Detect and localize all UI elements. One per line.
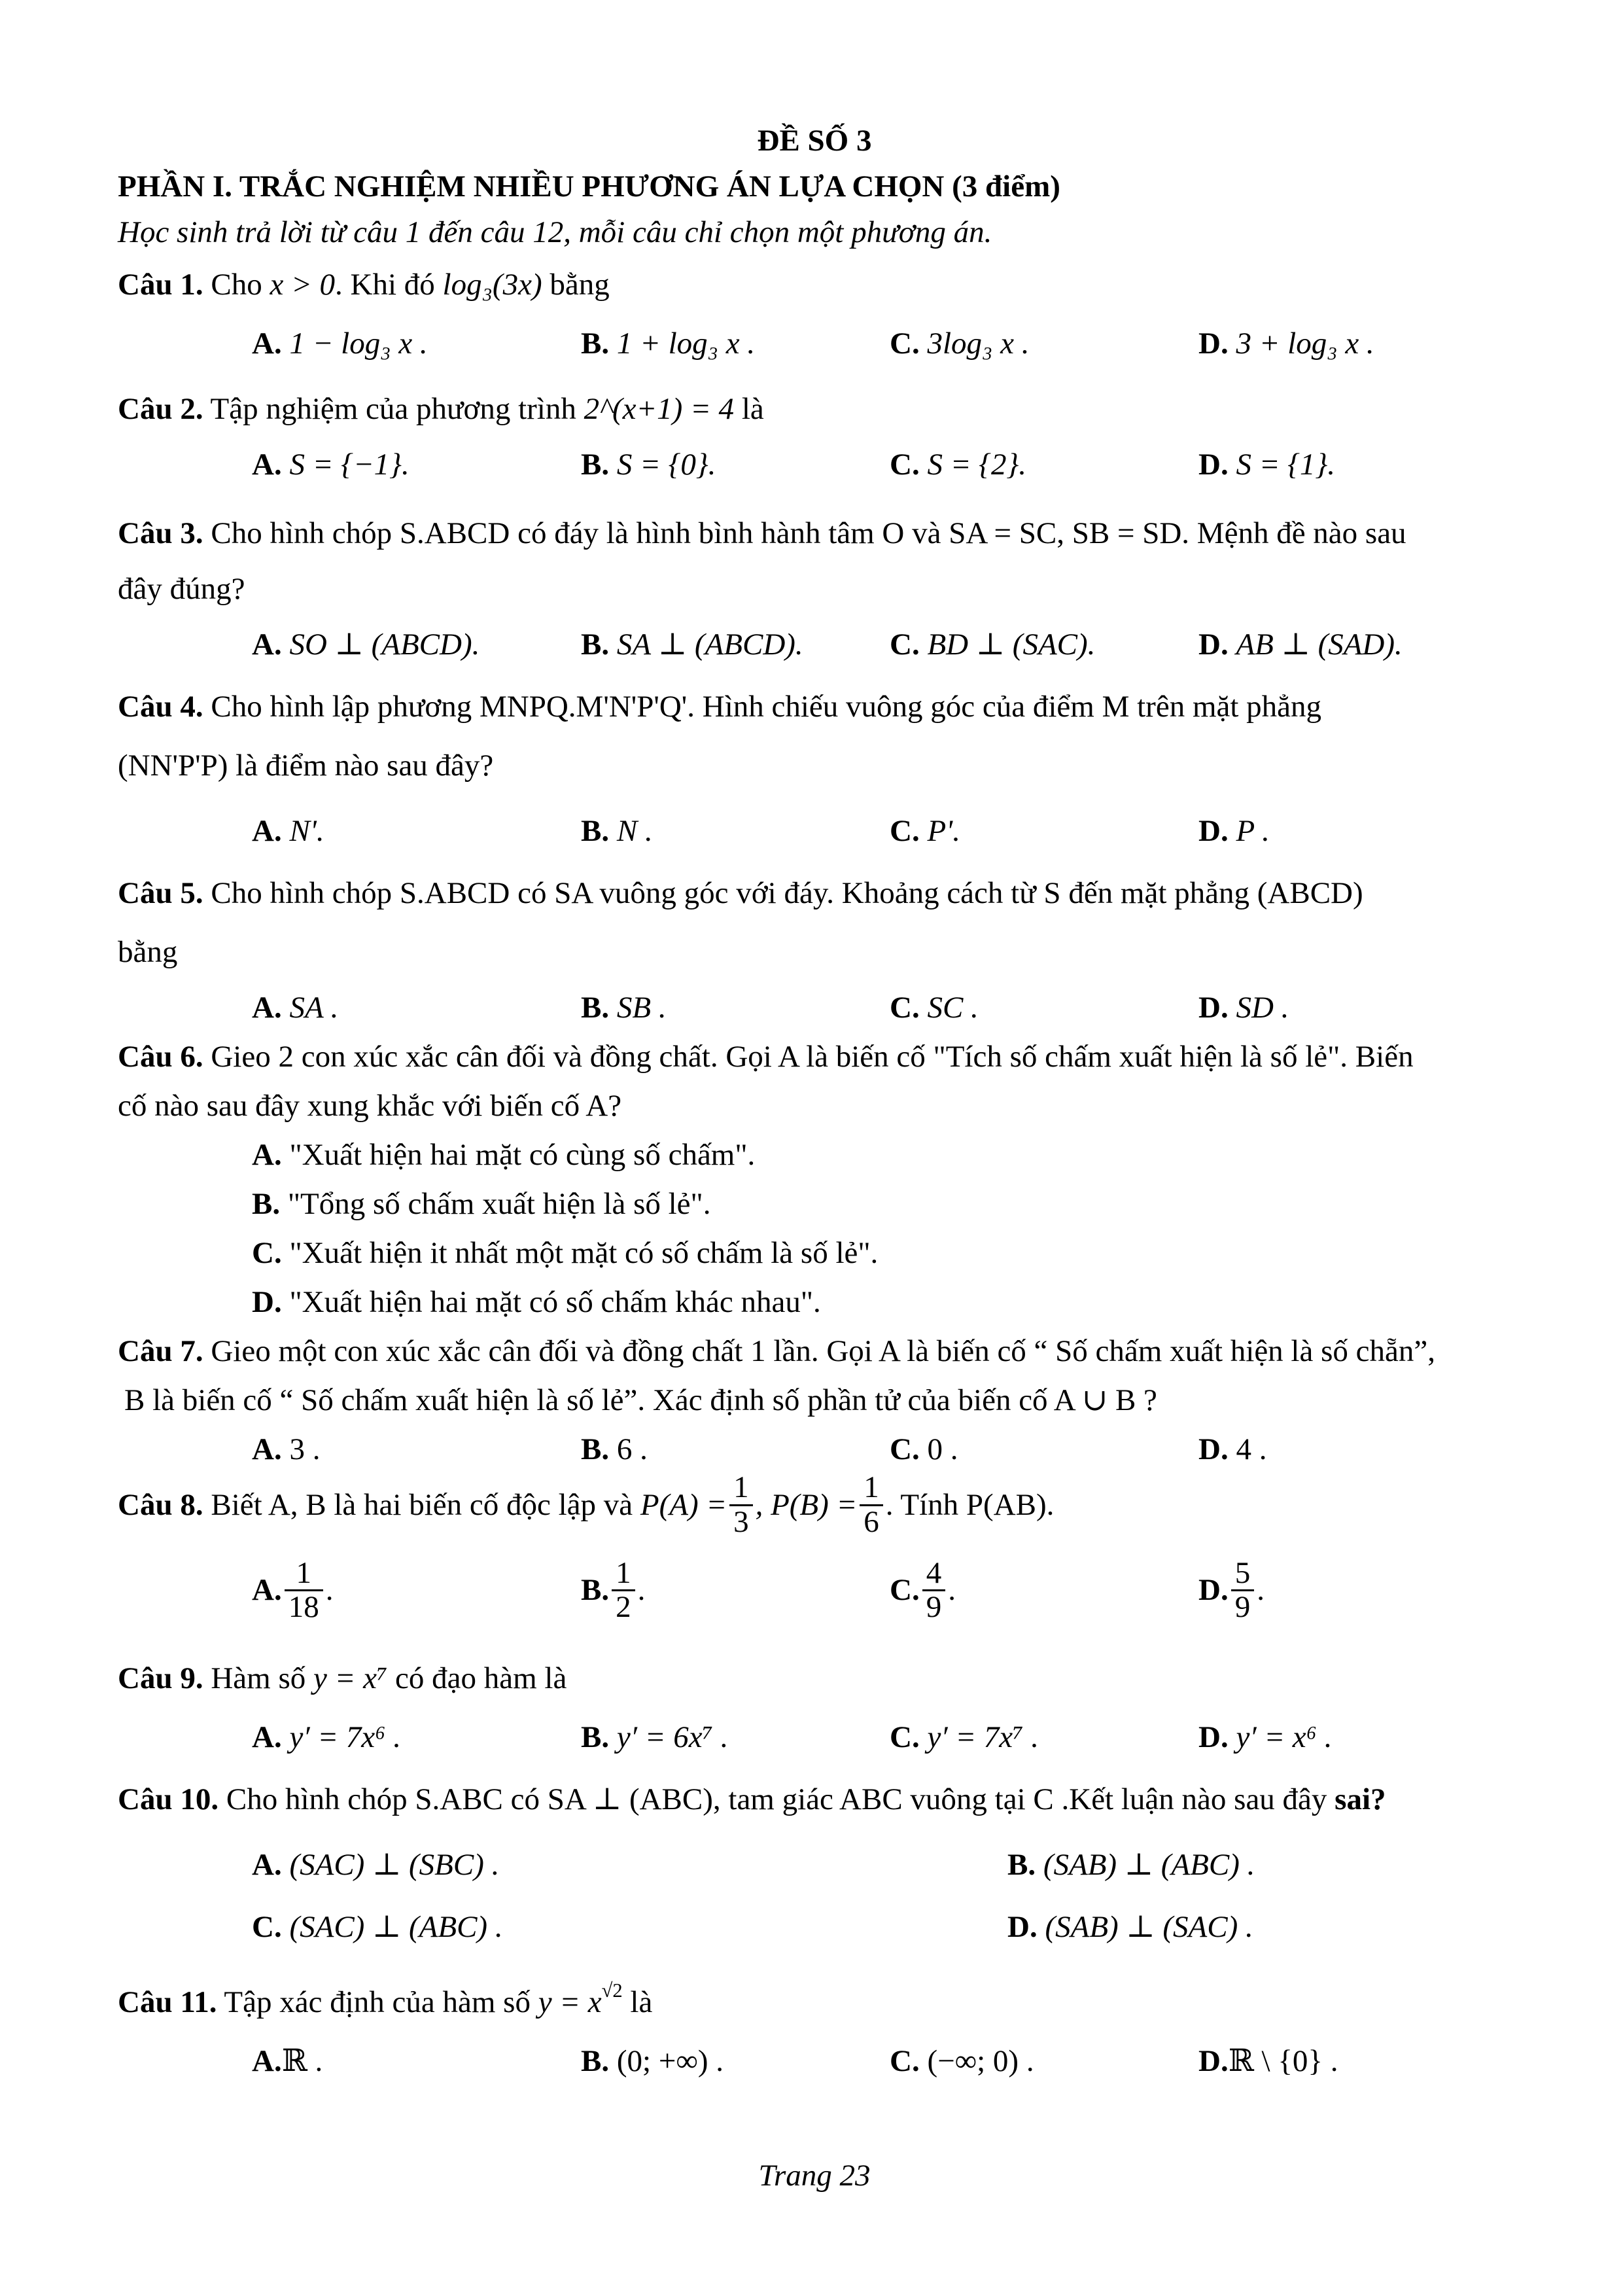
option-a: A. N'.: [252, 814, 324, 848]
option-d: D. AB ⊥ (SAD).: [1198, 627, 1403, 662]
question-1: Câu 1. Cho x > 0. Khi đó log₃(3x) bằng: [118, 268, 610, 302]
question-5: Câu 5. Cho hình chóp S.ABCD có SA vuông góc với đáy. Khoảng cách từ S đến mặt phẳng (ABCD): [118, 876, 1363, 910]
option-d: D. P .: [1198, 814, 1270, 848]
option-c: C. P'.: [890, 814, 960, 848]
instruction: Học sinh trả lời từ câu 1 đến câu 12, mỗi câu chỉ chọn một phương án.: [118, 215, 992, 249]
option-a: A. "Xuất hiện hai mặt có cùng số chấm".: [252, 1138, 756, 1172]
question-10: Câu 10. Cho hình chóp S.ABC có SA ⊥ (ABC), tam giác ABC vuông tại C .Kết luận nào sau đây sai?: [118, 1782, 1386, 1816]
part-title: PHẦN I. TRẮC NGHIỆM NHIỀU PHƯƠNG ÁN LỰA CHỌN (3 điểm): [118, 169, 1060, 203]
option-a: A. 1 − log₃ x .: [252, 327, 428, 361]
option-c: C. SC .: [890, 991, 979, 1025]
option-b: B. $\frac{1}{2}$ .: [581, 1556, 646, 1625]
option-c: C. (SAC) ⊥ (ABC) .: [252, 1910, 503, 1944]
option-b: B. (0; +∞) .: [581, 2044, 724, 2078]
option-c: C. $\frac{4}{9}$ .: [890, 1556, 956, 1625]
option-a: A. 3 .: [252, 1432, 321, 1466]
option-b: B. "Tổng số chấm xuất hiện là số lẻ".: [252, 1187, 711, 1221]
question-6-cont: cố nào sau đây xung khắc với biến cố A?: [118, 1089, 622, 1123]
question-7-cont: B là biến cố “ Số chấm xuất hiện là số lẻ”. Xác định số phần tử của biến cố A ∪ B ?: [124, 1383, 1157, 1417]
option-b: B. S = {0}.: [581, 448, 716, 482]
option-b: B. y′ = 6x⁷ .: [581, 1720, 729, 1754]
option-d: D. S = {1}.: [1198, 448, 1336, 482]
option-d: D. SD .: [1198, 991, 1289, 1025]
option-d: D. (SAB) ⊥ (SAC) .: [1007, 1910, 1253, 1944]
question-11: Câu 11. Tập xác định của hàm số $y = x^{√2}$ là: [118, 1979, 653, 2019]
question-8: Câu 8. Biết A, B là hai biến cố độc lập và P(A) = $\frac{1}{3}$ , P(B) = $\frac{1}{6}$ . Tính P(AB).: [118, 1470, 1055, 1539]
option-c: C. (−∞; 0) .: [890, 2044, 1034, 2078]
option-b: B. (SAB) ⊥ (ABC) .: [1007, 1848, 1255, 1882]
option-a: A. $\frac{1}{18}$ .: [252, 1556, 334, 1625]
question-4-cont: (NN'P'P) là điểm nào sau đây?: [118, 749, 494, 783]
option-a: A. (SAC) ⊥ (SBC) .: [252, 1848, 500, 1882]
option-d: D. "Xuất hiện hai mặt có số chấm khác nhau".: [252, 1285, 821, 1319]
question-4: Câu 4. Cho hình lập phương MNPQ.M'N'P'Q'. Hình chiếu vuông góc của điểm M trên mặt phẳng: [118, 690, 1322, 724]
fraction-pb: $\frac{1}{6}$: [860, 1472, 883, 1538]
option-d: D. 3 + log₃ x .: [1198, 327, 1374, 361]
option-a: A. SO ⊥ (ABCD).: [252, 627, 480, 662]
option-d: D. y′ = x⁶ .: [1198, 1720, 1333, 1754]
option-d: D.ℝ \ {0} .: [1198, 2044, 1338, 2078]
exam-title: ĐỀ SỐ 3: [757, 124, 872, 158]
option-c: C. 3log₃ x .: [890, 327, 1030, 361]
question-5-cont: bằng: [118, 935, 178, 969]
question-2: Câu 2. Tập nghiệm của phương trình 2^(x+1) = 4 là: [118, 392, 764, 426]
option-b: B. SB .: [581, 991, 667, 1025]
question-6: Câu 6. Gieo 2 con xúc xắc cân đối và đồng chất. Gọi A là biến cố "Tích số chấm xuất hiện là số lẻ". Biến: [118, 1040, 1414, 1074]
option-c: C. y′ = 7x⁷ .: [890, 1720, 1039, 1754]
question-9: Câu 9. Hàm số y = x⁷ có đạo hàm là: [118, 1661, 567, 1695]
question-3: Câu 3. Cho hình chóp S.ABCD có đáy là hình bình hành tâm O và SA = SC, SB = SD. Mệnh đề nào sau: [118, 516, 1406, 550]
page-number: Trang 23: [758, 2159, 871, 2193]
option-b: B. N .: [581, 814, 653, 848]
option-d: D. 4 .: [1198, 1432, 1267, 1466]
fraction-pa: $\frac{1}{3}$: [729, 1472, 753, 1538]
option-c: C. S = {2}.: [890, 448, 1027, 482]
option-a: A. S = {−1}.: [252, 448, 410, 482]
question-7: Câu 7. Gieo một con xúc xắc cân đối và đồng chất 1 lần. Gọi A là biến cố “ Số chấm xuất hiện là số chẵn”,: [118, 1334, 1435, 1368]
question-3-cont: đây đúng?: [118, 572, 245, 606]
option-b: B. 1 + log₃ x .: [581, 327, 756, 361]
option-c: C. BD ⊥ (SAC).: [890, 627, 1096, 662]
option-d: D. $\frac{5}{9}$ .: [1198, 1556, 1265, 1625]
option-a: A. SA .: [252, 991, 339, 1025]
option-c: C. "Xuất hiện it nhất một mặt có số chấm là số lẻ".: [252, 1236, 879, 1270]
option-b: B. 6 .: [581, 1432, 648, 1466]
option-a: A.ℝ .: [252, 2044, 323, 2078]
option-b: B. SA ⊥ (ABCD).: [581, 627, 803, 662]
option-c: C. 0 .: [890, 1432, 958, 1466]
option-a: A. y′ = 7x⁶ .: [252, 1720, 402, 1754]
